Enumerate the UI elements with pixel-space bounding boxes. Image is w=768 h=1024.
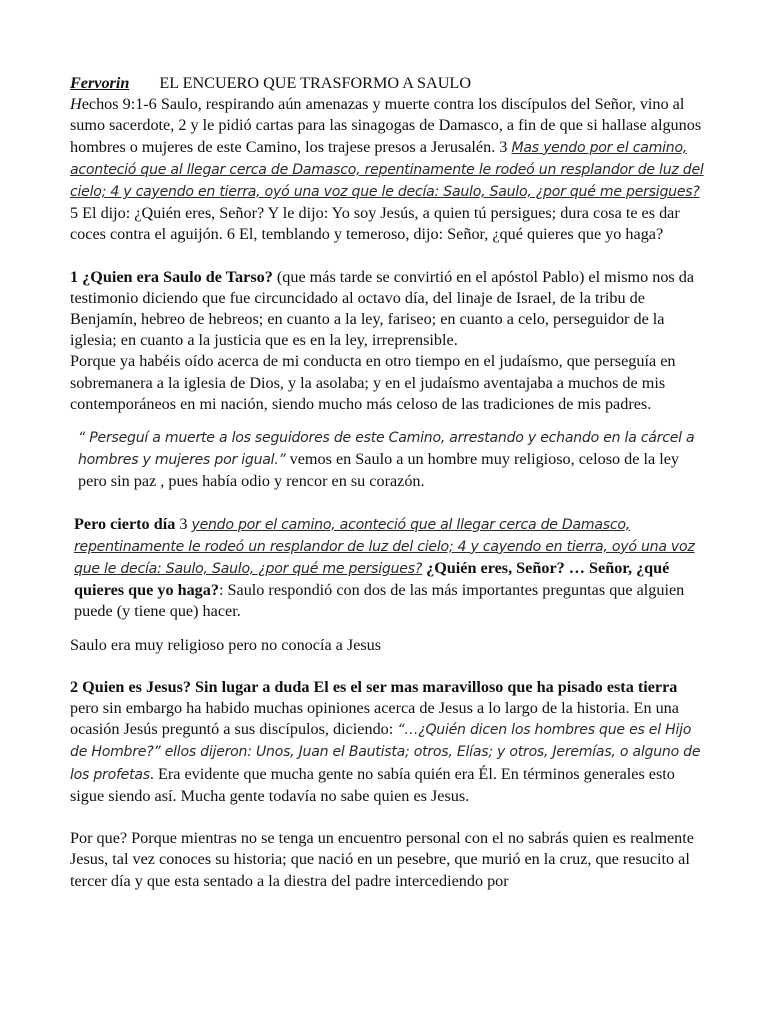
pero-lead: Pero cierto día: [74, 514, 176, 533]
pero-num: 3: [175, 514, 192, 533]
pero-bold-question: ¿Quién eres, Señor? … Señor, ¿qué quieres que yo haga?: [74, 559, 670, 600]
section2-text-a: pero sin embargo ha habido muchas opiniones acerca de Jesus a lo largo de la historia. En una ocasión Jesús preguntó a sus discípulos, diciendo:: [70, 699, 679, 739]
document-body: [70, 73, 706, 892]
drop-cap: H: [70, 95, 82, 114]
section2-paragraph: [70, 698, 706, 807]
section1-quote: “ Perseguí a muerte a los seguidores de este Camino, arrestando y echando en la cárcel a hombres y mujeres por igual.”: [78, 430, 695, 469]
section3-paragraph: Por que? Porque mientras no se tenga un encuentro personal con el no sabrás quien es realmente Jesus, tal vez conoces su historia; que nació en un pesebre, que murió en la cruz, que resucito al tercer día y que esta sentado a la diestra del padre intercediendo por: [70, 829, 694, 890]
section2-quote: “…¿Quién dicen los hombres que es el Hijo de Hombre?” ellos dijeron: Unos, Juan el Bautista; otros, Elías; y otros, Jeremías, o alguno de los profetas: [70, 722, 701, 783]
intro-text-b: 5 El dijo: ¿Quién eres, Señor? Y le dijo: Yo soy Jesús, a quien tú persigues; dura cosa te es dar coces contra el aguijón. 6 El, temblando y temeroso, dijo: Señor, ¿qué quieres que yo haga?: [70, 204, 680, 244]
intro-paragraph: [70, 94, 706, 245]
pero-quote: yendo por el camino, aconteció que al llegar cerca de Damasco, repentinamente le rodeó un resplandor de luz del cielo; 4 y cayendo en tierra, oyó una voz que le decía: Saulo, Saulo, ¿por qué me persigues?: [74, 516, 695, 578]
section1-number: 1: [70, 267, 79, 286]
intro-quote: Mas yendo por el camino, aconteció que al llegar cerca de Damasco, repentinamente le rodeó un resplandor de luz del cielo; 4 y cayendo en tierra, oyó una voz que le decía: Saulo, Saulo, ¿por qué me persigues?: [70, 139, 704, 201]
section1-question: ¿Quien era Saulo de Tarso?: [82, 267, 273, 286]
document-title: EL ENCUERO QUE TRASFORMO A SAULO: [159, 74, 472, 92]
pero-after: : Saulo respondió con dos de las más importantes preguntas que alguien puede (y tiene que) hacer.: [74, 581, 685, 621]
fervorin-label: Fervorin: [70, 74, 130, 92]
summary-line: Saulo era muy religioso pero no conocía a Jesus: [70, 635, 382, 654]
section1-paragraph: [70, 267, 706, 352]
intro-text-a: echos 9:1-6 Saulo, respirando aún amenazas y muerte contra los discípulos del Señor, vino al sumo sacerdote, 2 y le pidió cartas para las sinagogas de Damasco, a fin de que si hallase algunos hombres o mujeres de este Camino, los trajese presos a Jerusalén. 3: [70, 95, 702, 156]
section2-heading: 2 Quien es Jesus? Sin lugar a duda El es el ser mas maravilloso que ha pisado esta tierra: [70, 677, 678, 696]
title-line: [70, 73, 706, 94]
section1-quote-paragraph: [70, 427, 706, 493]
section2-text-b: . Era evidente que mucha gente no sabía quién era Él. En términos generales esto sigue siendo así. Mucha gente todavía no sabe quien es Jesus.: [70, 764, 675, 805]
section1-paragraph-b: Porque ya habéis oído acerca de mi conducta en otro tiempo en el judaísmo, que perseguía en sobremanera a la iglesia de Dios, y la asolaba; y en el judaísmo aventajaba a muchos de mis contemporáneos en mi nación, siendo mucho más celoso de las tradiciones de mis padres.: [70, 352, 676, 413]
section1-quote-after: vemos en Saulo a un hombre muy religioso, celoso de la ley pero sin paz , pues había odio y rencor en su corazón.: [78, 450, 679, 491]
pero-paragraph: [70, 514, 706, 623]
section1-text-a: (que más tarde se convirtió en el apóstol Pablo) el mismo nos da testimonio diciendo que fue circuncidado al octavo día, del linaje de Israel, de la tribu de Benjamín, hebreo de hebreos; en cuanto a la ley, fariseo; en cuanto a celo, perseguidor de la iglesia; en cuanto a la justicia que es en la ley, irreprensible.: [70, 267, 695, 350]
